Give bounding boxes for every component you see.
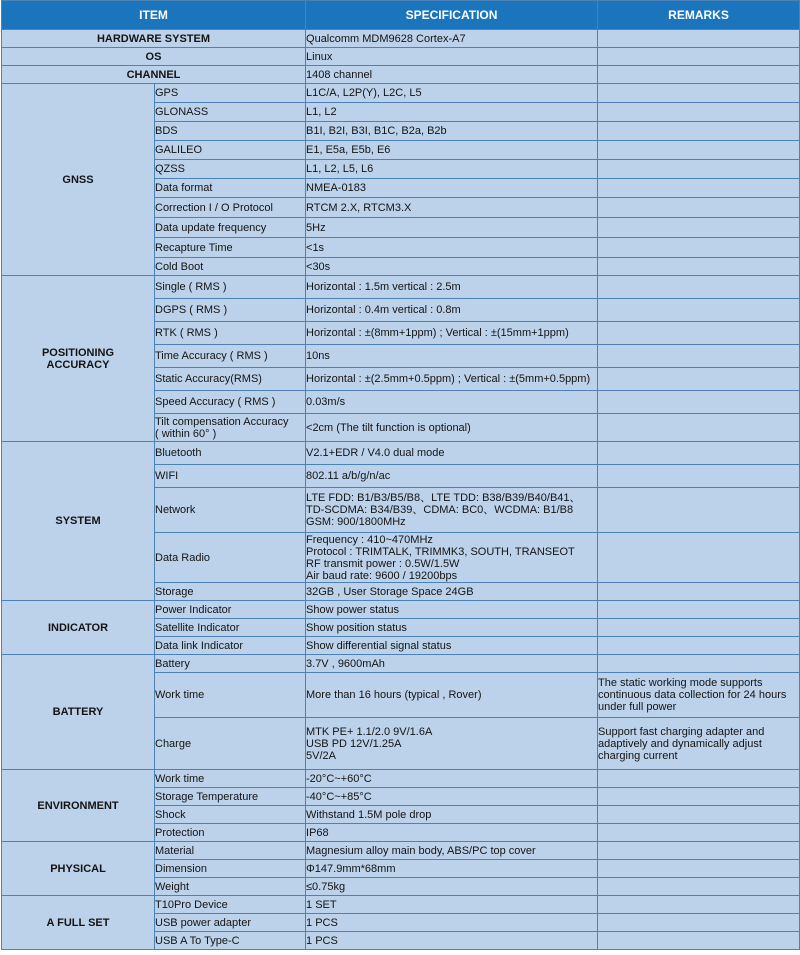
item-name-text: Single ( RMS )	[155, 281, 227, 293]
spec-value	[306, 238, 598, 258]
item-name-text: Storage Temperature	[155, 790, 259, 803]
table-row	[2, 655, 800, 673]
spec-value-text: L1, L2	[306, 106, 337, 118]
remark	[598, 103, 800, 122]
item-name	[155, 655, 306, 673]
spec-value	[306, 673, 598, 718]
spec-value	[306, 141, 598, 160]
item-name	[155, 442, 306, 465]
spec-value	[306, 258, 598, 276]
spec-value-text: -40°C~+85°C	[306, 790, 372, 803]
category-cell	[2, 655, 155, 770]
spec-value	[306, 299, 598, 322]
spec-value	[306, 718, 598, 770]
top-row-item-text: OS	[145, 50, 162, 63]
spec-value	[306, 533, 598, 583]
top-row-remark	[598, 48, 800, 66]
top-row-remark	[598, 66, 800, 84]
spec-value	[306, 122, 598, 141]
item-name-text: WIFI	[155, 470, 179, 482]
spec-value-text: Show position status	[306, 621, 407, 634]
remark	[598, 442, 800, 465]
remark	[598, 84, 800, 103]
table-body	[2, 30, 800, 950]
item-name	[155, 122, 306, 141]
spec-value	[306, 160, 598, 179]
spec-value	[306, 391, 598, 414]
spec-value	[306, 655, 598, 673]
remark	[598, 258, 800, 276]
item-name	[155, 932, 306, 950]
spec-value-text: LTE FDD: B1/B3/B5/B8、LTE TDD: B38/B39/B40/B41、 TD-SCDMA: B34/B39、CDMA: BC0、WCDMA: B1/B8 GSM: 900/1800MHz	[306, 492, 581, 528]
remark	[598, 414, 800, 442]
category-cell-text: ENVIRONMENT	[37, 799, 119, 812]
category-cell	[2, 84, 155, 276]
item-name	[155, 770, 306, 788]
spec-value-text: 5Hz	[306, 221, 326, 234]
item-name	[155, 179, 306, 198]
remark	[598, 655, 800, 673]
table-row	[2, 66, 800, 84]
spec-value-text: B1I, B2I, B3I, B1C, B2a, B2b	[306, 125, 447, 137]
category-cell-text: POSITIONING ACCURACY	[41, 346, 115, 371]
top-row-item	[2, 48, 306, 66]
spec-value	[306, 619, 598, 637]
item-name	[155, 488, 306, 533]
item-name	[155, 842, 306, 860]
table-row	[2, 84, 800, 103]
spec-value-text: 3.7V , 9600mAh	[306, 657, 385, 670]
spec-value-text: MTK PE+ 1.1/2.0 9V/1.6A USB PD 12V/1.25A 5V/2A	[306, 725, 433, 762]
spec-value-text: 1 SET	[306, 898, 337, 911]
item-name	[155, 103, 306, 122]
spec-value	[306, 442, 598, 465]
item-name-text: Tilt compensation Accuracy ( within 60° )	[155, 415, 289, 440]
item-name	[155, 84, 306, 103]
item-name	[155, 368, 306, 391]
spec-value	[306, 914, 598, 932]
item-name	[155, 637, 306, 655]
spec-value-text: Horizontal : ±(8mm+1ppm) ; Vertical : ±(15mm+1ppm)	[306, 327, 569, 339]
spec-value-text: 1 PCS	[306, 916, 338, 929]
table-row	[2, 896, 800, 914]
spec-value-text: <1s	[306, 241, 325, 254]
item-name-text: GPS	[155, 87, 179, 99]
table-row	[2, 842, 800, 860]
spec-value	[306, 322, 598, 345]
item-name-text: Material	[155, 844, 195, 857]
remark	[598, 896, 800, 914]
remark	[598, 299, 800, 322]
top-row-remark	[598, 30, 800, 48]
top-row-spec-text: 1408 channel	[306, 68, 373, 81]
table-row	[2, 48, 800, 66]
item-name	[155, 391, 306, 414]
table-row	[2, 770, 800, 788]
table-row	[2, 30, 800, 48]
item-name	[155, 238, 306, 258]
spec-value	[306, 842, 598, 860]
item-name-text: Recapture Time	[155, 241, 233, 254]
item-name-text: GALILEO	[155, 144, 203, 156]
spec-value	[306, 896, 598, 914]
item-name	[155, 414, 306, 442]
category-cell	[2, 601, 155, 655]
item-name-text: Network	[155, 504, 196, 516]
remark	[598, 179, 800, 198]
item-name	[155, 276, 306, 299]
item-name-text: Work time	[155, 772, 205, 785]
item-name-text: Weight	[155, 880, 190, 893]
item-name	[155, 218, 306, 238]
item-name-text: Speed Accuracy ( RMS )	[155, 396, 276, 408]
remark	[598, 322, 800, 345]
item-name	[155, 896, 306, 914]
category-cell	[2, 276, 155, 442]
item-name	[155, 533, 306, 583]
spec-value	[306, 770, 598, 788]
spec-value-text: E1, E5a, E5b, E6	[306, 144, 391, 156]
top-row-spec-text: Qualcomm MDM9628 Cortex-A7	[306, 32, 466, 45]
item-name	[155, 878, 306, 896]
spec-value-text: L1, L2, L5, L6	[306, 163, 374, 175]
remark	[598, 488, 800, 533]
top-row-item-text: HARDWARE SYSTEM	[96, 32, 211, 45]
remark	[598, 465, 800, 488]
item-name	[155, 322, 306, 345]
spec-value	[306, 878, 598, 896]
spec-value	[306, 488, 598, 533]
category-cell-text: SYSTEM	[55, 515, 101, 527]
header-item: ITEM	[2, 1, 306, 30]
spec-value	[306, 932, 598, 950]
item-name-text: Time Accuracy ( RMS )	[155, 350, 268, 362]
category-cell	[2, 770, 155, 842]
spec-value-text: Show power status	[306, 603, 399, 616]
remark	[598, 718, 800, 770]
remark-text: The static working mode supports continuous data collection for 24 hours under full power	[598, 677, 787, 713]
category-cell-text: INDICATOR	[47, 621, 109, 634]
remark	[598, 391, 800, 414]
remark	[598, 788, 800, 806]
spec-value-text: -20°C~+60°C	[306, 772, 372, 785]
spec-value	[306, 84, 598, 103]
item-name-text: DGPS ( RMS )	[155, 304, 228, 316]
spec-value-text: Horizontal : ±(2.5mm+0.5ppm) ; Vertical : ±(5mm+0.5ppm)	[306, 373, 591, 385]
table-row	[2, 601, 800, 619]
spec-value-text: Show differential signal status	[306, 639, 452, 652]
item-name-text: Protection	[155, 826, 205, 839]
item-name	[155, 141, 306, 160]
remark	[598, 601, 800, 619]
spec-value	[306, 218, 598, 238]
spec-value-text: L1C/A, L2P(Y), L2C, L5	[306, 87, 422, 99]
spec-value	[306, 601, 598, 619]
category-cell	[2, 842, 155, 896]
top-row-item	[2, 66, 306, 84]
spec-value-text: Magnesium alloy main body, ABS/PC top cover	[306, 844, 536, 857]
spec-value	[306, 583, 598, 601]
remark	[598, 238, 800, 258]
spec-value-text: Horizontal : 0.4m vertical : 0.8m	[306, 304, 461, 316]
spec-value-text: NMEA-0183	[306, 182, 366, 194]
item-name-text: Data link Indicator	[155, 639, 244, 652]
item-name	[155, 160, 306, 179]
item-name-text: Charge	[155, 737, 192, 750]
remark	[598, 914, 800, 932]
spec-value-text: Horizontal : 1.5m vertical : 2.5m	[306, 281, 461, 293]
spec-value	[306, 806, 598, 824]
remark	[598, 583, 800, 601]
item-name	[155, 718, 306, 770]
item-name	[155, 465, 306, 488]
item-name	[155, 788, 306, 806]
spec-value	[306, 179, 598, 198]
remark	[598, 770, 800, 788]
category-cell-text: BATTERY	[52, 706, 104, 718]
remark	[598, 276, 800, 299]
remark	[598, 160, 800, 179]
header-remarks: REMARKS	[598, 1, 800, 30]
table-row	[2, 442, 800, 465]
item-name	[155, 914, 306, 932]
item-name-text: Dimension	[155, 862, 207, 875]
item-name	[155, 198, 306, 218]
specification-table	[1, 0, 800, 950]
spec-value-text: 32GB , User Storage Space 24GB	[306, 585, 474, 598]
item-name-text: Bluetooth	[155, 447, 202, 459]
category-cell-text: A FULL SET	[46, 916, 110, 929]
top-row-spec	[306, 66, 598, 84]
item-name-text: Data Radio	[155, 551, 211, 564]
item-name-text: QZSS	[155, 163, 185, 175]
category-cell	[2, 896, 155, 950]
category-cell-text: PHYSICAL	[50, 862, 106, 875]
remark	[598, 619, 800, 637]
spec-value-text: Φ147.9mm*68mm	[306, 862, 396, 875]
remark	[598, 842, 800, 860]
item-name	[155, 619, 306, 637]
remark	[598, 345, 800, 368]
remark	[598, 533, 800, 583]
remark	[598, 198, 800, 218]
item-name-text: GLONASS	[155, 106, 209, 118]
spec-value-text: V2.1+EDR / V4.0 dual mode	[306, 447, 445, 459]
item-name	[155, 258, 306, 276]
spec-value-text: IP68	[306, 826, 329, 839]
spec-value	[306, 465, 598, 488]
spec-value	[306, 637, 598, 655]
remark	[598, 824, 800, 842]
item-name	[155, 601, 306, 619]
spec-value	[306, 276, 598, 299]
table-row	[2, 276, 800, 299]
header-row	[2, 1, 800, 30]
top-row-item	[2, 30, 306, 48]
item-name-text: Battery	[155, 657, 190, 670]
item-name	[155, 673, 306, 718]
spec-value-text: 10ns	[306, 350, 330, 362]
spec-value	[306, 788, 598, 806]
item-name-text: Data format	[155, 182, 213, 194]
item-name-text: USB power adapter	[155, 916, 251, 929]
spec-value-text: More than 16 hours (typical , Rover)	[306, 689, 482, 701]
spec-value	[306, 414, 598, 442]
top-row-spec	[306, 48, 598, 66]
top-row-item-text: CHANNEL	[126, 68, 181, 81]
remark	[598, 932, 800, 950]
item-name	[155, 806, 306, 824]
item-name-text: BDS	[155, 125, 178, 137]
remark	[598, 806, 800, 824]
remark	[598, 673, 800, 718]
remark	[598, 878, 800, 896]
spec-value-text: ≤0.75kg	[306, 880, 346, 893]
remark	[598, 860, 800, 878]
top-row-spec	[306, 30, 598, 48]
item-name	[155, 583, 306, 601]
spec-value	[306, 824, 598, 842]
spec-value	[306, 198, 598, 218]
category-cell	[2, 442, 155, 601]
spec-value-text: 802.11 a/b/g/n/ac	[306, 470, 391, 482]
remark	[598, 368, 800, 391]
top-row-spec-text: Linux	[306, 50, 333, 63]
item-name-text: USB A To Type-C	[155, 934, 240, 947]
item-name-text: T10Pro Device	[155, 898, 228, 911]
remark	[598, 218, 800, 238]
item-name-text: Work time	[155, 689, 205, 701]
spec-value	[306, 368, 598, 391]
item-name-text: Static Accuracy(RMS)	[155, 373, 262, 385]
spec-value-text: <2cm (The tilt function is optional)	[306, 421, 471, 434]
spec-value	[306, 860, 598, 878]
spec-value-text: <30s	[306, 260, 331, 273]
item-name	[155, 345, 306, 368]
header-specification: SPECIFICATION	[306, 1, 598, 30]
item-name-text: Power Indicator	[155, 603, 232, 616]
spec-value-text: Frequency : 410~470MHz Protocol : TRIMTALK, TRIMMK3, SOUTH, TRANSEOT RF transmit power : 0.5W/1.5W Air baud rate: 9600 / 19200bps	[306, 533, 575, 582]
item-name	[155, 299, 306, 322]
remark	[598, 141, 800, 160]
item-name	[155, 824, 306, 842]
spec-value	[306, 103, 598, 122]
item-name-text: Satellite Indicator	[155, 621, 240, 634]
category-cell-text: GNSS	[62, 173, 94, 186]
item-name-text: Correction I / O Protocol	[155, 201, 273, 214]
item-name	[155, 860, 306, 878]
item-name-text: Cold Boot	[155, 260, 204, 273]
spec-value-text: 1 PCS	[306, 934, 338, 947]
remark	[598, 637, 800, 655]
spec-value	[306, 345, 598, 368]
spec-value-text: RTCM 2.X, RTCM3.X	[306, 201, 412, 214]
item-name-text: Storage	[155, 585, 194, 598]
remark	[598, 122, 800, 141]
item-name-text: Data update frequency	[155, 221, 267, 234]
item-name-text: Shock	[155, 808, 186, 821]
remark-text: Support fast charging adapter and adaptively and dynamically adjust charging current	[598, 725, 765, 762]
spec-value-text: 0.03m/s	[306, 396, 346, 408]
item-name-text: RTK ( RMS )	[155, 327, 218, 339]
spec-value-text: Withstand 1.5M pole drop	[306, 808, 432, 821]
